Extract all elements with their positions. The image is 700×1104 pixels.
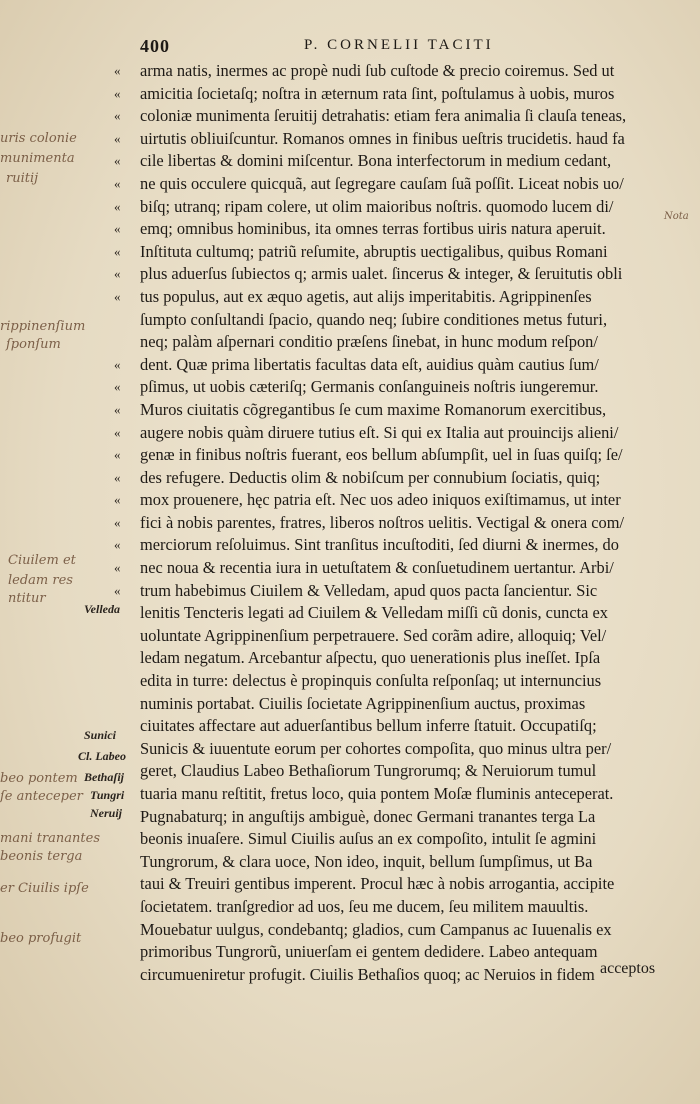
text-line bbox=[114, 625, 674, 648]
text-line bbox=[114, 444, 674, 467]
quotation-mark: « bbox=[114, 514, 121, 530]
main-text bbox=[114, 60, 674, 986]
line-text: nec noua & recentia iura in uetuſtatem & conſuetudinem uertantur. Arbi/ bbox=[140, 558, 614, 578]
text-line bbox=[114, 309, 674, 332]
line-text: emq; omnibus hominibus, ita omnes terras fortibus uiris natura aperuit. bbox=[140, 219, 606, 239]
line-text: ſocietatem. tranſgredior ad uos, ſeu me ducem, ſeu militem mauultis. bbox=[140, 896, 589, 916]
line-text: coloniæ munimenta ſeruitij detrahatis: etiam fera animalia ſi clauſa teneas, bbox=[140, 106, 627, 126]
quotation-mark: « bbox=[114, 198, 121, 214]
quotation-mark: « bbox=[114, 582, 121, 598]
handwritten-note: Nota bbox=[664, 211, 689, 222]
text-line bbox=[114, 331, 674, 354]
line-text: dent. Quæ prima libertatis facultas data eſt, auidius quàm cautius ſum/ bbox=[140, 354, 599, 374]
line-text: plus aduerſus ſubiectos q; armis ualet. ſincerus & integer, & ſeruitutis obli bbox=[140, 264, 623, 284]
line-text: beonis inuaſere. Simul Ciuilis auſus an ex compoſito, intulit ſe agmini bbox=[140, 829, 597, 849]
quotation-mark: « bbox=[114, 379, 121, 395]
handwritten-note: munimenta bbox=[0, 151, 75, 166]
handwritten-note: ſe anteceper bbox=[0, 789, 83, 804]
line-text: tus populus, aut ex æquo agetis, aut alijs imperitabitis. Agrippinenſes bbox=[140, 286, 592, 306]
quotation-mark: « bbox=[114, 221, 121, 237]
line-text: amicitia ſocietaſq; noſtra in æternum rata ſint, poſtulamus à uobis, muros bbox=[140, 83, 615, 103]
handwritten-note: mani tranantes bbox=[0, 831, 101, 846]
text-line bbox=[114, 964, 674, 987]
quotation-mark: « bbox=[114, 175, 121, 191]
line-text: cile libertas & domini miſcentur. Bona interfectorum in medium cedant, bbox=[140, 151, 612, 171]
handwritten-note: Ciuilem et bbox=[8, 553, 76, 568]
handwritten-note: ruitij bbox=[6, 171, 39, 186]
text-line bbox=[114, 512, 674, 535]
text-line bbox=[114, 105, 674, 128]
text-line bbox=[114, 354, 674, 377]
text-line bbox=[114, 128, 674, 151]
handwritten-note: er Ciuilis ipſe bbox=[0, 881, 89, 896]
text-line bbox=[114, 489, 674, 512]
quotation-mark: « bbox=[114, 108, 121, 124]
quotation-mark: « bbox=[114, 130, 121, 146]
side-note-velleda: Velleda bbox=[84, 602, 120, 616]
text-line bbox=[114, 422, 674, 445]
line-text: Inſtituta cultumq; patriũ reſumite, abruptis uectigalibus, quibus Romani bbox=[140, 241, 608, 261]
text-line bbox=[114, 241, 674, 264]
handwritten-note: beo profugit bbox=[0, 931, 82, 946]
line-text: augere nobis quàm diruere tutius eſt. Si qui ex Italia aut prouincijs alieni/ bbox=[140, 422, 619, 442]
quotation-mark: « bbox=[114, 356, 121, 372]
line-text: Pugnabaturq; in anguſtijs ambiguè, donec Germani tranantes terga La bbox=[140, 806, 596, 826]
text-line bbox=[114, 738, 674, 761]
line-text: uoluntate Agrippinenſium perpetrauere. Sed corãm adire, alloquiq; Vel/ bbox=[140, 625, 607, 645]
line-text: ciuitates affectare aut aduerſantibus bellum inferre ſtatuit. Occupatiſq; bbox=[140, 716, 597, 736]
text-line bbox=[114, 60, 674, 83]
line-text: des refugere. Deductis olim & nobiſcum per connubium ſociatis, quiq; bbox=[140, 467, 601, 487]
text-line bbox=[114, 376, 674, 399]
line-text: lenitis Tencteris legati ad Ciuilem & Velledam miſſi cũ donis, cuncta ex bbox=[140, 603, 609, 623]
text-line bbox=[114, 828, 674, 851]
quotation-mark: « bbox=[114, 424, 121, 440]
line-text: ſumpto conſultandi ſpacio, quando neq; ſubire conditiones metus futuri, bbox=[140, 309, 608, 329]
running-title: P. CORNELII TACITI bbox=[304, 37, 494, 53]
line-text: Mouebatur uulgus, condebantq; gladios, cum Campanus ac Iuuenalis ex bbox=[140, 919, 612, 939]
quotation-mark: « bbox=[114, 153, 121, 169]
line-text: neq; palàm aſpernari conditio præſens ſinebat, in hunc modum reſpon/ bbox=[140, 332, 598, 352]
text-line bbox=[114, 896, 674, 919]
text-line bbox=[114, 715, 674, 738]
quotation-mark: « bbox=[114, 447, 121, 463]
catchword: acceptos bbox=[600, 960, 656, 977]
page-header bbox=[140, 36, 670, 58]
text-line bbox=[114, 467, 674, 490]
line-text: edita in turre: delectus è propinquis conſulta reſponſaq; ut internuncius bbox=[140, 671, 602, 691]
side-note-sunici: Sunici bbox=[84, 728, 117, 742]
text-line bbox=[114, 218, 674, 241]
quotation-mark: « bbox=[114, 63, 121, 78]
quotation-mark: « bbox=[114, 492, 121, 508]
line-text: uirtutis obliuiſcuntur. Romanos omnes in finibus ueſtris trucidetis. haud fa bbox=[140, 128, 625, 148]
handwritten-note: uris colonie bbox=[0, 131, 77, 146]
quotation-mark: « bbox=[114, 469, 121, 485]
handwritten-note: beo pontem bbox=[0, 771, 78, 786]
line-text: circumueniretur profugit. Ciuilis Bethaſios quoq; ac Neruios in fidem bbox=[140, 964, 595, 984]
quotation-mark: « bbox=[114, 537, 121, 553]
line-text: arma natis, inermes ac propè nudi ſub cuſtode & precio coiremus. Sed ut bbox=[140, 61, 615, 80]
text-line bbox=[114, 806, 674, 829]
line-text: genæ in finibus noſtris fuerant, eos bellum abſumpſit, uel in ſuas quiſq; ſe/ bbox=[140, 445, 623, 465]
quotation-mark: « bbox=[114, 243, 121, 259]
handwritten-note: rippinenſium bbox=[0, 319, 86, 334]
text-line bbox=[114, 873, 674, 896]
line-text: primoribus Tungrorũ, uniuerſam ei gentem dedidere. Labeo antequam bbox=[140, 942, 598, 962]
line-text: merciorum reſoluimus. Sint tranſitus incuſtoditi, ſed diurni & inermes, do bbox=[140, 535, 619, 555]
side-note-tungri: Tungri bbox=[90, 788, 125, 802]
text-line bbox=[114, 150, 674, 173]
text-line bbox=[114, 580, 674, 603]
quotation-mark: « bbox=[114, 85, 121, 101]
quotation-mark: « bbox=[114, 401, 121, 417]
text-line bbox=[114, 399, 674, 422]
handwritten-note: ſponſum bbox=[6, 337, 61, 352]
line-text: mox prouenere, hęc patria eſt. Nec uos adeo iniquos exiſtimamus, ut inter bbox=[140, 490, 621, 510]
text-line bbox=[114, 602, 674, 625]
line-text: ne quis occulere quicquã, aut ſegregare cauſam ſuã poſſit. Liceat nobis uo/ bbox=[140, 173, 624, 193]
quotation-mark: « bbox=[114, 288, 121, 304]
line-text: Muros ciuitatis cõgregantibus ſe cum maxime Romanorum exercitibus, bbox=[140, 399, 607, 419]
line-text: Sunicis & iuuentute eorum per cohortes compoſita, quo minus ultra per/ bbox=[140, 738, 612, 758]
text-line bbox=[114, 693, 674, 716]
text-line bbox=[114, 286, 674, 309]
handwritten-note: beonis terga bbox=[0, 849, 83, 864]
line-text: trum habebimus Ciuilem & Velledam, apud quos pacta ſancientur. Sic bbox=[140, 580, 598, 600]
line-text: taui & Treuiri gentibus imperent. Procul hæc à nobis arrogantia, accipite bbox=[140, 874, 615, 894]
line-text: tuaria manu reſtitit, fretus loco, quia pontem Moſæ fluminis anteceperat. bbox=[140, 784, 614, 803]
text-line bbox=[114, 670, 674, 693]
text-line bbox=[114, 783, 674, 806]
side-note-labeo: Cl. Labeo bbox=[78, 749, 126, 763]
text-line bbox=[114, 760, 674, 783]
handwritten-note: ledam res bbox=[8, 573, 73, 588]
text-line bbox=[114, 263, 674, 286]
text-line bbox=[114, 196, 674, 219]
line-text: geret, Claudius Labeo Bethaſiorum Tungrorumq; & Neruiorum tumul bbox=[140, 761, 597, 781]
line-text: fici à nobis parentes, fratres, liberos noſtros uelitis. Vectigal & onera com/ bbox=[140, 512, 624, 532]
page-number: 400 bbox=[140, 36, 170, 56]
side-note-bethasij: Bethaſij bbox=[84, 770, 125, 784]
line-text: biſq; utranq; ripam colere, ut olim maioribus noſtris. quomodo lucem di/ bbox=[140, 196, 614, 216]
line-text: pſimus, ut uobis cæteriſq; Germanis conſanguineis noſtris iungeremur. bbox=[140, 377, 599, 397]
line-text: numinis portabat. Ciuilis ſocietate Agrippinenſium auctus, proximas bbox=[140, 693, 586, 713]
side-note-neruij: Neruij bbox=[90, 806, 123, 820]
quotation-mark: « bbox=[114, 266, 121, 282]
text-line bbox=[114, 919, 674, 942]
text-line bbox=[114, 534, 674, 557]
handwritten-note: ntitur bbox=[8, 591, 46, 606]
text-line bbox=[114, 851, 674, 874]
quotation-mark: « bbox=[114, 560, 121, 576]
line-text: Tungrorum, & clara uoce, Non ideo, inquit, bellum ſumpſimus, ut Ba bbox=[140, 851, 593, 871]
text-line bbox=[114, 557, 674, 580]
line-text: ledam negatum. Arcebantur aſpectu, quo uenerationis plus ineſſet. Ipſa bbox=[140, 648, 601, 668]
text-line bbox=[114, 647, 674, 670]
text-line bbox=[114, 941, 674, 964]
text-line bbox=[114, 83, 674, 106]
text-line bbox=[114, 173, 674, 196]
